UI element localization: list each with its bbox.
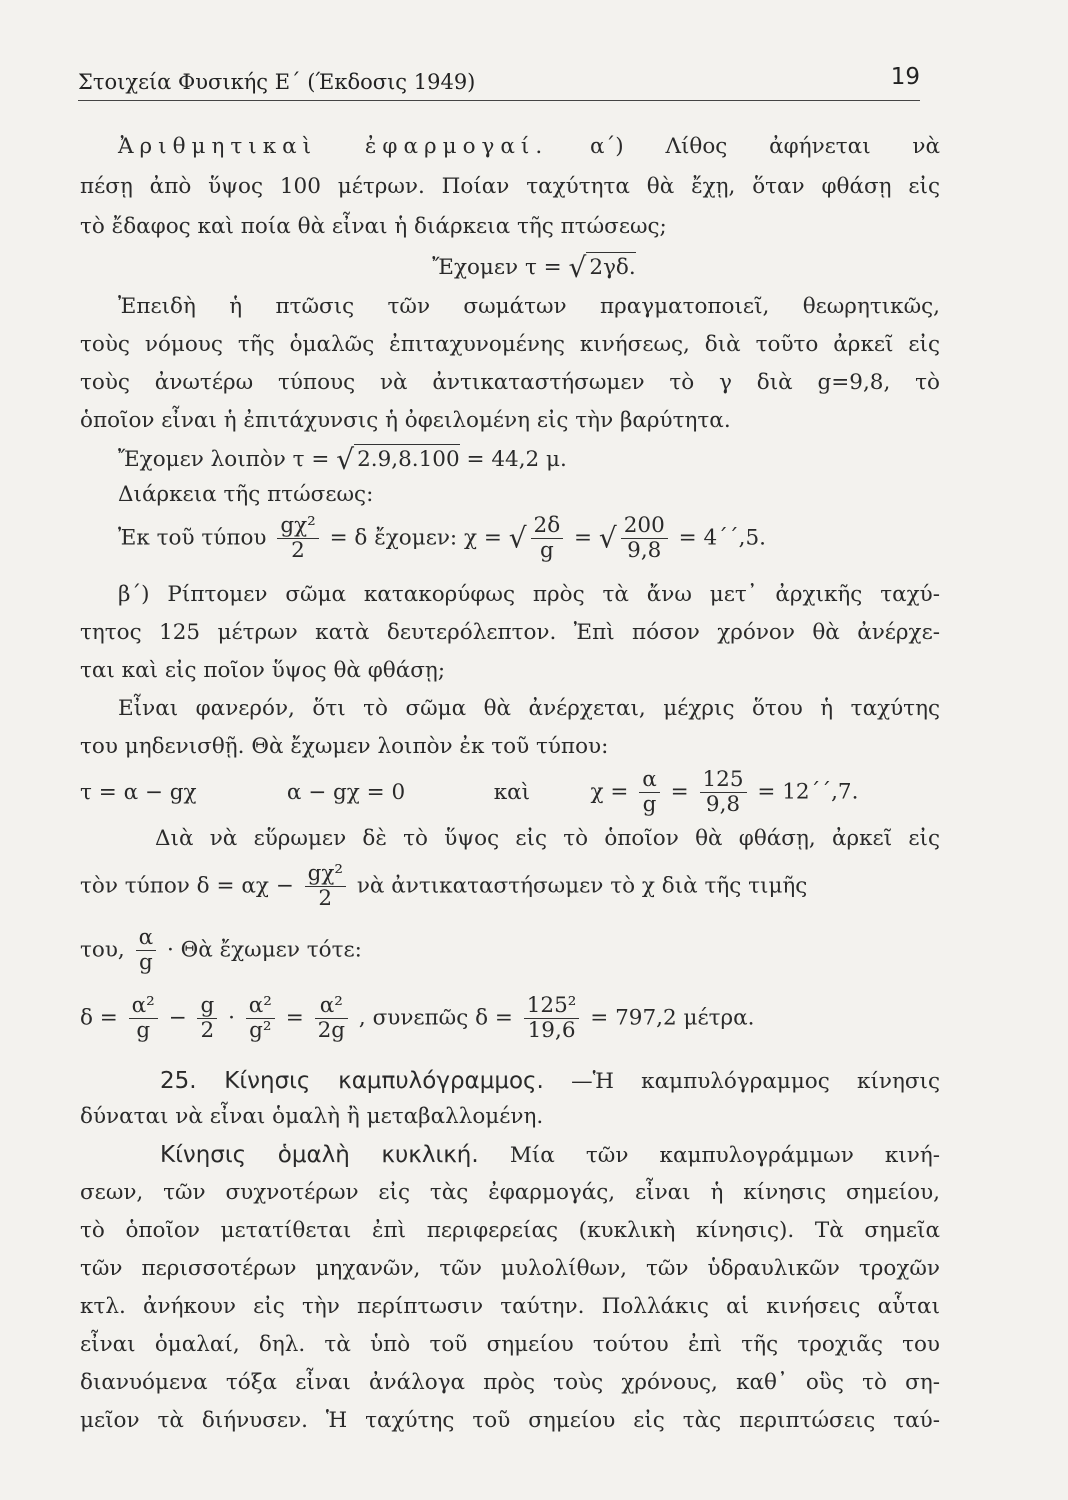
page-number: 19: [890, 64, 920, 90]
fraction: $\frac{\text{α²}}{g}$: [129, 994, 158, 1043]
fraction: $\frac{\text{125²}}{19,6}$: [524, 994, 580, 1043]
paragraph-line: τὸ ἔδαφος καὶ ποία θὰ εἶναι ἡ διάρκεια τῆς πτώσεως;: [80, 214, 667, 239]
formula-line: Ἔχομεν τ = √ 2γδ.: [432, 251, 636, 284]
paragraph-line: τῶν περισσοτέρων μηχανῶν, τῶν μυλολίθων, τῶν ὑδραυλικῶν τροχῶν: [80, 1256, 940, 1281]
paragraph-line: Εἶναι φανερόν, ὅτι τὸ σῶμα θὰ ἀνέρχεται, μέχρις ὅτου ἡ ταχύτης: [118, 696, 940, 721]
fraction: $\frac{\text{α²}}{\text{g²}}$: [246, 994, 275, 1043]
subheading-line: Κίνησις ὁμαλὴ κυκλική. Μία τῶν καμπυλογράμμων κινή-: [160, 1142, 940, 1168]
section-heading-line: 25. Κίνησις καμπυλόγραμμος. —Ἡ καμπυλόγραμμος κίνησις: [160, 1068, 940, 1094]
formula-line: τ = α − gχ α − gχ = 0 καὶ χ = $\frac{\alpha}{g}$ = $\frac{125}{9,8}$ = 12΄΄,7.: [80, 767, 859, 817]
paragraph-line: ται καὶ εἰς ποῖον ὕψος θὰ φθάσῃ;: [80, 658, 446, 683]
formula-line: Ἐκ τοῦ τύπου $\frac{\text{gχ²}}{2}$ = δ ἔχομεν: χ = √ $\frac{2\delta}{g}$ = √ $\frac{200}{9,8}$ = 4΄΄,5.: [118, 513, 766, 563]
paragraph-line: Ἐπειδὴ ἡ πτῶσις τῶν σωμάτων πραγματοποιεῖ, θεωρητικῶς,: [118, 294, 940, 319]
paragraph-line: πέσῃ ἀπὸ ὕψος 100 μέτρων. Ποίαν ταχύτητα θὰ ἔχῃ, ὅταν φθάσῃ εἰς: [80, 174, 940, 199]
fraction: $\frac{2\delta}{g}$: [531, 514, 564, 563]
paragraph-line: δύναται νὰ εἶναι ὁμαλὴ ἢ μεταβαλλομένη.: [80, 1104, 544, 1129]
header-title: Στοιχεία Φυσικής Ε΄ (Έκδοσις 1949): [78, 70, 476, 94]
fraction: $\frac{\alpha}{g}$: [136, 926, 157, 975]
paragraph-line: β΄) Ρίπτομεν σῶμα κατακορύφως πρὸς τὰ ἄνω μετ᾽ ἀρχικῆς ταχύ-: [118, 582, 940, 607]
paragraph-line: τοὺς ἀνωτέρω τύπους νὰ ἀντικαταστήσωμεν τὸ γ διὰ g=9,8, τὸ: [80, 370, 940, 395]
paragraph-line: σεων, τῶν συχνοτέρων εἰς τὰς ἐφαρμογάς, εἶναι ἡ κίνησις σημείου,: [80, 1180, 940, 1205]
formula-line: του, $\frac{\alpha}{g}$ · Θὰ ἔχωμεν τότε:: [80, 925, 362, 975]
fraction: $\frac{125}{9,8}$: [700, 768, 747, 817]
paragraph-line: τητος 125 μέτρων κατὰ δευτερόλεπτον. Ἐπὶ πόσον χρόνον θὰ ἀνέρχε-: [80, 620, 940, 645]
formula-line: τὸν τύπον δ = αχ − $\frac{\text{gχ²}}{2}$ νὰ ἀντικαταστήσωμεν τὸ χ διὰ τῆς τιμῆς: [80, 861, 808, 911]
paragraph-line: διανυόμενα τόξα εἶναι ἀνάλογα πρὸς τοὺς χρόνους, καθ᾽ οὓς τὸ ση-: [80, 1370, 940, 1395]
paragraph-line: εἶναι ὁμαλαί, δηλ. τὰ ὑπὸ τοῦ σημείου τούτου ἐπὶ τῆς τροχιᾶς του: [80, 1332, 940, 1357]
fraction: $\frac{200}{9,8}$: [621, 514, 668, 563]
formula-line: Ἔχομεν λοιπὸν τ = √ 2.9,8.100 = 44,2 μ.: [118, 443, 567, 476]
paragraph-line: μεῖον τὰ διήνυσεν. Ἡ ταχύτης τοῦ σημείου εἰς τὰς περιπτώσεις ταύ-: [80, 1408, 940, 1433]
applications-label: Ἀριθμητικαὶ ἐφαρμογαί.: [118, 134, 549, 159]
formula-line: δ = $\frac{\text{α²}}{g}$ − $\frac{g}{2}$ · $\frac{\text{α²}}{\text{g²}}$ = $\frac{\text{α²}}{2g}$ , συνεπῶς δ = $\frac{\text{125²}}{19,6}$ = 797,2 μέτρα.: [80, 993, 755, 1043]
paragraph-line: του μηδενισθῇ. Θὰ ἔχωμεν λοιπὸν ἐκ τοῦ τύπου:: [80, 734, 609, 759]
sub-heading: Κίνησις ὁμαλὴ κυκλική.: [160, 1142, 479, 1168]
paragraph-line: Ἀριθμητικαὶ ἐφαρμογαί. α΄) Λίθος ἀφήνεται νὰ: [118, 134, 940, 159]
fraction: $\frac{\text{gχ²}}{2}$: [277, 514, 318, 563]
section-heading: 25. Κίνησις καμπυλόγραμμος.: [160, 1068, 544, 1094]
fraction: $\frac{\text{α²}}{2g}$: [315, 994, 348, 1043]
paragraph-line: κτλ. ἀνήκουν εἰς τὴν περίπτωσιν ταύτην. Πολλάκις αἱ κινήσεις αὗται: [80, 1294, 940, 1319]
running-header: [78, 64, 920, 101]
paragraph-line: Διὰ νὰ εὕρωμεν δὲ τὸ ὕψος εἰς τὸ ὁποῖον θὰ φθάσῃ, ἀρκεῖ εἰς: [155, 826, 940, 851]
paragraph-line: τὸ ὁποῖον μετατίθεται ἐπὶ περιφερείας (κυκλικὴ κίνησις). Τὰ σημεῖα: [80, 1218, 940, 1243]
paragraph-line: ὁποῖον εἶναι ἡ ἐπιτάχυνσις ἡ ὀφειλομένη εἰς τὴν βαρύτητα.: [80, 408, 731, 433]
fraction: $\frac{g}{2}$: [197, 994, 217, 1043]
fraction: $\frac{\alpha}{g}$: [639, 768, 660, 817]
paragraph-line: τοὺς νόμους τῆς ὁμαλῶς ἐπιταχυνομένης κινήσεως, διὰ τοῦτο ἀρκεῖ εἰς: [80, 332, 940, 357]
fraction: $\frac{\text{gχ²}}{2}$: [305, 862, 346, 911]
paragraph-line: Διάρκεια τῆς πτώσεως:: [118, 482, 374, 507]
